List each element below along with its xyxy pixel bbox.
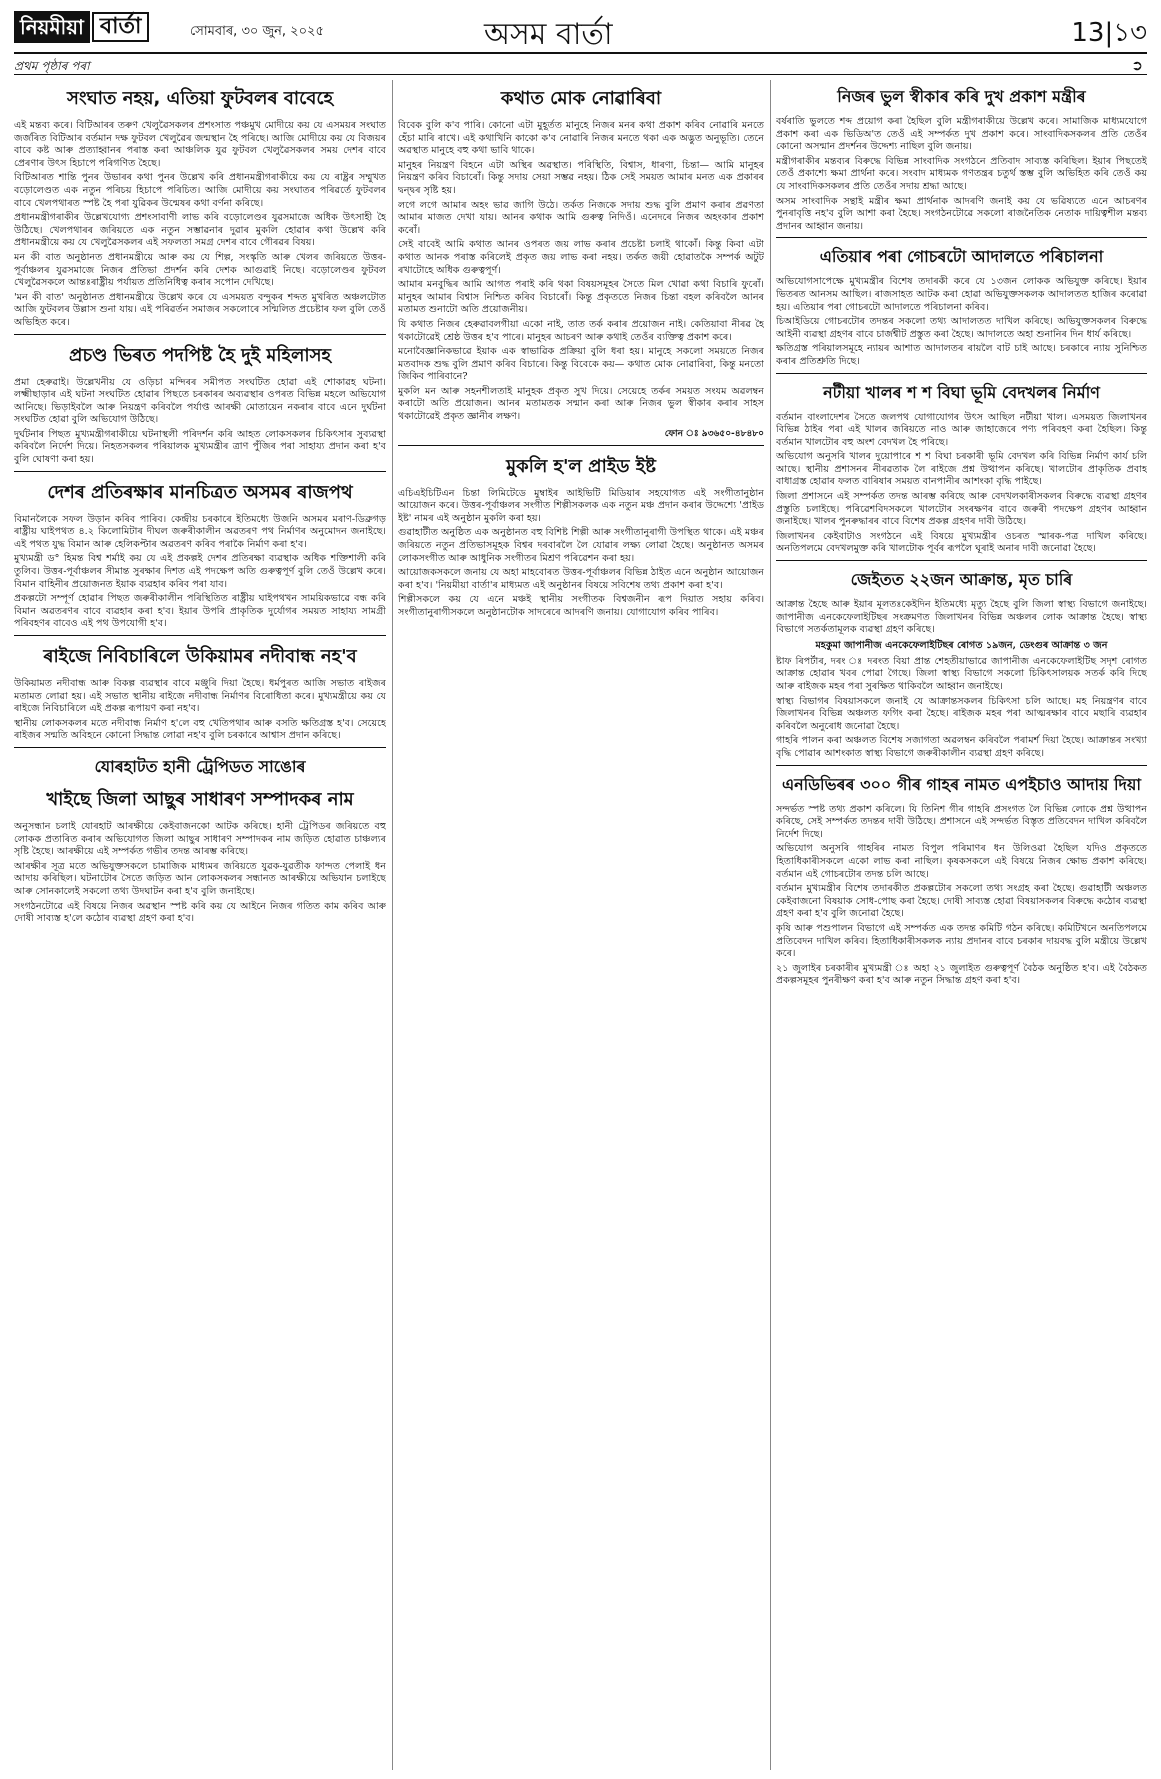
headline[interactable]: মুকলি হ'ল প্ৰাইড ইষ্ট — [506, 455, 656, 477]
masthead-rule — [14, 52, 1147, 54]
article-assam-map — [14, 471, 386, 631]
paragraph: ষ্টাফ ৰিপৰ্টাৰ, দৰং ঃ দৰংত বিয়া প্ৰান্ত শেহতীয়াভাৱে জাপানীজ এনকেফেলাইটিছ সদৃশ ৰোগত আক্ৰান্ত হোৱাৰ খবৰ পোৱা গৈছে। জিলা স্বাস্থ্য বিভাগে সকলো চিকিৎসালয়ক সতৰ্ক কৰি দিছে আৰু ৰাইজক মহৰ পৰা সুৰক্ষিত থাকিবলৈ আহ্বান জনাইছে। — [776, 655, 1147, 692]
paragraph: অসম সাংবাদিক সন্থাই মন্ত্ৰীৰ ক্ষমা প্ৰাৰ্থনাক আদৰণি জনাই কয় যে ভৱিষ্যতে এনে আচৰণৰ পুনৰাবৃত্তি নহ'ব বুলি আশা কৰা হৈছে। সংগঠনটোৱে সকলো ৰাজনৈতিক নেতাক দায়িত্বশীল মন্তব্য প্ৰদানৰ আহ্বান জনায়। — [776, 195, 1147, 232]
newspaper-logo[interactable] — [14, 10, 174, 44]
column-middle — [398, 80, 764, 1770]
column-divider — [770, 80, 771, 1770]
headline[interactable]: যোৰহাটত হানী ট্ৰেপিডত সাঙোৰ — [94, 756, 306, 776]
sub-rule — [14, 74, 1147, 75]
paragraph: অনুসন্ধান চলাই যোৰহাট আৰক্ষীয়ে কেইবাজনকো আটক কৰিছে। হানী ট্ৰেপিডৰ জৰিয়তে বহু লোকক প্ৰতাৰিত কৰাৰ অভিযোগত জিলা আছুৰ সাধাৰণ সম্পাদকৰ নাম জড়িত হোৱাত চাঞ্চল্যৰ সৃষ্টি হৈছে। আৰক্ষীয়ে এই সম্পৰ্কত গভীৰ তদন্ত আৰম্ভ কৰিছে। — [14, 820, 386, 858]
article-river — [14, 635, 386, 743]
logo-right: বাৰ্তা — [92, 12, 150, 42]
section-title: অসম বাৰ্তা — [484, 17, 613, 52]
paragraph: যি কথাত নিজৰ হেৰুৱাবলগীয়া একো নাই, তাত তৰ্ক কৰাৰ প্ৰয়োজন নাই। কেতিয়াবা নীৰৱ হৈ থকাটোৱেই শ্ৰেষ্ঠ উত্তৰ হ'ব পাৰে। মানুহৰ আচৰণ আৰু কথাই তেওঁৰ ব্যক্তিত্ব প্ৰকাশ কৰে। — [398, 318, 764, 343]
paragraph: মন্ত্ৰীগৰাকীৰ মন্তব্যৰ বিৰুদ্ধে বিভিন্ন সাংবাদিক সংগঠনে প্ৰতিবাদ সাব্যস্ত কৰিছিল। ইয়াৰ পিছতেই তেওঁ প্ৰকাশ্যে ক্ষমা প্ৰাৰ্থনা কৰে। সংবাদ মাধ্যমক গণতন্ত্ৰৰ চতুৰ্থ স্তম্ভ বুলি অভিহিত কৰি তেওঁ কয় যে সাংবাদিকসকলৰ প্ৰতি তেওঁৰ সদায় শ্ৰদ্ধা আছে। — [776, 155, 1147, 192]
page-number: 13|১৩ — [1071, 18, 1147, 48]
paragraph: ২১ জুলাইৰ চৰকাৰীৰ মুখ্যমন্ত্ৰী ঃ অহা ২১ জুলাইত গুৰুত্বপূৰ্ণ বৈঠক অনুষ্ঠিত হ'ব। এই বৈঠকত প্ৰকল্পসমূহৰ পুনৰীক্ষণ কৰা হ'ব আৰু নতুন সিদ্ধান্ত গ্ৰহণ কৰা হ'ব। — [776, 962, 1147, 987]
article-mock — [398, 84, 764, 441]
paragraph: অভিযোগসাপেক্ষে মুখ্যমন্ত্ৰীৰ বিশেষ তদাৰকী কৰে যে ১৩জন লোকক অভিযুক্ত কৰিছে। ইয়াৰ ভিতৰত আনসম আছিল। ৰাজসাহত আটক কৰা হোৱা অভিযুক্তসকলক আদালতত হাজিৰ কৰোৱা হয়। এতিয়াৰ পৰা গোচৰটো আদালতে পৰিচালনা কৰিব। — [776, 276, 1147, 313]
paragraph: কৃষি আৰু পশুপালন বিভাগে এই সম্পৰ্কত এক তদন্ত কমিটি গঠন কৰিছে। কমিটিখনে অনতিপলমে প্ৰতিবেদন দাখিল কৰিব। হিতাধিকাৰীসকলক ন্যায় প্ৰদানৰ বাবে চৰকাৰ দায়বদ্ধ বুলি মন্ত্ৰীয়ে উল্লেখ কৰে। — [776, 922, 1147, 960]
article-court — [776, 237, 1147, 368]
paragraph: প্ৰধানমন্ত্ৰীগৰাকীৰ উল্লেখযোগ্য প্ৰশংসাবাণী লাভ কৰি বড়োলেণ্ডৰ যুৱসমাজে অধিক উৎসাহী হৈ উঠিছে। খেলপথাৰৰ জৰিয়তে এক নতুন সম্ভাৱনাৰ দুৱাৰ মুকলি হোৱাৰ কথা উল্লেখ কৰি প্ৰধানমন্ত্ৰীয়ে কয় যে খেলুৱৈসকলৰ এই সফলতা সমগ্ৰ দেশৰ বাবে গৌৰৱৰ বিষয়। — [14, 212, 386, 249]
logo-left: নিয়মীয়া — [14, 11, 90, 43]
article-nowa — [776, 373, 1147, 557]
paragraph: গুৱাহাটীত অনুষ্ঠিত এক অনুষ্ঠানত বহু বিশিষ্ট শিল্পী আৰু সংগীতানুৰাগী উপস্থিত থাকে। এই মঞ্চৰ জৰিয়তে নতুন প্ৰতিভাসমূহক বিশ্বৰ দৰবাৰলৈ লৈ যোৱাৰ লক্ষ্য লোৱা হৈছে। অনুষ্ঠানত অসমৰ লোকসংগীত আৰু আধুনিক সংগীতৰ মিশ্ৰণ পৰিৱেশন কৰা হয়। — [398, 527, 764, 564]
paragraph: অভিযোগ অনুসৰি খালৰ দুয়োপাৰে শ শ বিঘা চৰকাৰী ভূমি বেদখল কৰি বিভিন্ন নিৰ্মাণ কাৰ্য চলি আছে। স্থানীয় প্ৰশাসনৰ নীৰৱতাক লৈ ৰাইজে প্ৰশ্ন উত্থাপন কৰিছে। খালটোৰ প্ৰাকৃতিক প্ৰবাহ বাধাগ্ৰস্ত হোৱাৰ ফলত বাৰিষাৰ সময়ত বানপানীৰ আশংকা বৃদ্ধি পাইছে। — [776, 451, 1147, 488]
subheading: মহকুমা জাপানীজ এনকেফেলাইটিছৰ ৰোগত ১৯জন, ডেংগুৰ আক্ৰান্ত ৩ জন — [815, 639, 1108, 651]
article-football — [14, 84, 386, 330]
paragraph: এই মন্তব্য কৰে। বিটিআৰৰ তৰুণ খেলুৱৈসকলৰ প্ৰশংসাত পঞ্চমুখ মোদীয়ে কয় যে এসময়ৰ সংঘাত জৰ্জৰিত বিটিআৰ বৰ্তমান দক্ষ ফুটবল খেলুৱৈৰ জন্মস্থান হৈ পৰিছে। আজি মোদীয়ে কয় যে বিজয়ৰ বাবে কষ্ট আৰু প্ৰত্যাহ্বানৰ পৰাস্ত কৰা আঞ্চলিক যুৱ ফুটবল খেলুৱৈসকলৰ সময় দেশৰ বাবে প্ৰেৰণাৰ উৎস হিচাপে পৰিগণিত হৈছে। — [14, 120, 386, 169]
headline[interactable]: কথাত মোক নোৱাৰিবা — [500, 88, 662, 109]
article-ndb — [776, 765, 1147, 988]
paragraph: শিল্পীসকলে কয় যে এনে মঞ্চই স্থানীয় সংগীতক বিশ্বজনীন ৰূপ দিয়াত সহায় কৰিব। সংগীতানুৰাগীসকলে অনুষ্ঠানটোক সাদৰেৰে আদৰণি জনায়। যোগাযোগ কৰিব পাৰিব। — [398, 594, 764, 618]
paragraph: প্ৰমা হেৰুৱাই। উল্লেখনীয় যে ওড়িচা মন্দিৰৰ সমীপত সংঘটিত হোৱা এই শোকাৱহ ঘটনা। লক্ষ্মীছাড়াৰ এই ঘটনা সংঘটিত হোৱাৰ পিছতে চৰকাৰৰ অব্যৱস্থাৰ ওপৰত বিভিন্ন মহলে অভিযোগ আনিছে। ভিড়াইবলৈ আৰু নিয়ন্ত্ৰণ কৰিবলৈ পৰ্যাপ্ত আৰক্ষী মোতায়েন নকৰাৰ বাবে এনে দুৰ্ঘটনা সংঘটিত হোৱা বুলি অভিযোগ উঠিছে। — [14, 376, 386, 426]
headline[interactable]: জেইতত ২২জন আক্ৰান্ত, মৃত চাৰি — [850, 570, 1073, 590]
paragraph: মন কী বাত অনুষ্ঠানত প্ৰধানমন্ত্ৰীয়ে আৰু কয় যে শিল্প, সংস্কৃতি আৰু খেলৰ জৰিয়তে উত্তৰ-পূৰ্বাঞ্চলৰ যুৱসমাজে নিজৰ প্ৰতিভা প্ৰদৰ্শন কৰি দেশক আগুৱাই নিছে। বড়োলেণ্ডৰ ফুটবল খেলুৱৈসকলে আন্তঃৰাষ্ট্ৰীয় পৰ্যায়ত প্ৰতিনিধিত্ব কৰাৰ সপোন দেখিছে। — [14, 251, 386, 289]
paragraph: স্বাস্থ্য বিভাগৰ বিষয়াসকলে জনাই যে আক্ৰান্তসকলৰ চিকিৎসা চলি আছে। মহ নিয়ন্ত্ৰণৰ বাবে জিলাখনৰ বিভিন্ন অঞ্চলত ফগিং কৰা হৈছে। ৰাইজক মহৰ পৰা আত্মৰক্ষাৰ বাবে মছাৰি ব্যৱহাৰ কৰিবলৈ অনুৰোধ জনোৱা হৈছে। — [776, 695, 1147, 732]
paragraph: মুকলি মন আৰু সহনশীলতাই মানুহক প্ৰকৃত সুখ দিয়ে। সেয়েহে তৰ্কৰ সময়ত সংযম অৱলম্বন কৰাটো অতি প্ৰয়োজন। আনৰ মতামতক সন্মান কৰা আৰু নিজৰ ভুল স্বীকাৰ কৰাৰ সাহস থকাটোৱেই প্ৰকৃত জ্ঞানীৰ লক্ষণ। — [398, 385, 764, 423]
paragraph: মনোবৈজ্ঞানিকভাৱে ইয়াক এক স্বাভাৱিক প্ৰক্ৰিয়া বুলি ধৰা হয়। মানুহে সকলো সময়তে নিজৰ মতবাদক শুদ্ধ বুলি প্ৰমাণ কৰিব বিচাৰে। কিন্তু বিবেকে কয়— কথাত মোক নোৱাৰিবা, কিন্তু মনতো জিকিব পাৰিবানে? — [398, 346, 764, 383]
paragraph: আক্ৰান্ত হৈছে আৰু ইয়াৰ মূলতঃকেইদিন ইতিমধ্যে মৃত্যু হৈছে বুলি জিলা স্বাস্থ্য বিভাগে জনাইছে। জাপানীজ এনকেফেলাইটিছৰ সংক্ৰমণত জিলাখনৰ বিভিন্ন অঞ্চলৰ লোক আক্ৰান্ত হৈছে। স্বাস্থ্য বিভাগে সতৰ্কতামূলক ব্যৱস্থা গ্ৰহণ কৰিছে। — [776, 599, 1147, 636]
paragraph: জিলা প্ৰশাসনে এই সম্পৰ্কত তদন্ত আৰম্ভ কৰিছে আৰু বেদখলকাৰীসকলৰ বিৰুদ্ধে ব্যৱস্থা গ্ৰহণৰ প্ৰস্তুতি চলাইছে। পৰিৱেশবিদসকলে খালটোৰ সংৰক্ষণৰ বাবে জৰুৰী পদক্ষেপ গ্ৰহণৰ আহ্বান জনাইছে। খালৰ পুনৰুদ্ধাৰৰ বাবে বিশেষ প্ৰকল্প গ্ৰহণৰ দাবী উঠিছে। — [776, 491, 1147, 528]
contact-phone: ফোন ঃ ৯৩৬৫০-৪৮৪৮০ — [664, 428, 764, 439]
paragraph: বিটিআৰত শান্তি পুনৰ উভাৰৰ কথা পুনৰ উল্লেখ কৰি প্ৰধানমন্ত্ৰীগৰাকীয়ে কয় যে ৰাষ্ট্ৰৰ সম্মুখত বড়োলেণ্ডত এক নতুন পৰিচয় হিচাপে পৰিচিত। আজি মোদীয়ে কয় সংঘাতৰ পৰিৱৰ্তে ফুটবলৰ বাবে খেলপথাৰত স্পষ্ট হৈ পৰা যুৱিকৰ উন্মেষৰ কথা বৰ্ণনা কৰিছে। — [14, 172, 386, 209]
paragraph: দুৰ্ঘটনাৰ পিছত মুখ্যমন্ত্ৰীগৰাকীয়ে ঘটনাস্থলী পৰিদৰ্শন কৰি আহত লোকসকলৰ চিকিৎসাৰ সুব্যৱস্থা কৰিবলৈ নিৰ্দেশ দিয়ে। নিহতসকলৰ পৰিয়ালক মুখ্যমন্ত্ৰীৰ ত্ৰাণ পুঁজিৰ পৰা সাহায্য প্ৰদান কৰা হ'ব বুলি ঘোষণা কৰা হয়। — [14, 428, 386, 466]
column-divider — [392, 80, 393, 1770]
article-women-died — [14, 334, 386, 467]
paragraph: চিআইডিয়ে গোচৰটোৰ তদন্তৰ সকলো তথ্য আদালতত দাখিল কৰিছে। অভিযুক্তসকলৰ বিৰুদ্ধে আইনী ব্যৱস্থা গ্ৰহণৰ বাবে চাৰ্জশ্বীট প্ৰস্তুত কৰা হৈছে। আদালতে অহা শুনানিৰ দিন ধাৰ্য কৰিছে। — [776, 316, 1147, 340]
headline[interactable]: এতিয়াৰ পৰা গোচৰটো আদালতে পৰিচালনা — [819, 247, 1104, 267]
headline[interactable]: নিজৰ ভুল স্বীকাৰ কৰি দুখ প্ৰকাশ মন্ত্ৰীৰ — [837, 87, 1086, 106]
paragraph: বৰ্তমান মুখ্যমন্ত্ৰীৰ বিশেষ তদাৰকীত প্ৰকল্পটোৰ সকলো তথ্য সংগ্ৰহ কৰা হৈছে। গুৱাহাটী অঞ্চলত কেইবাজনো বিষয়াক সোধ-পোছ কৰা হৈছে। দোষী সাব্যস্ত হোৱা বিষয়াসকলৰ বিৰুদ্ধে কঠোৰ ব্যৱস্থা গ্ৰহণ কৰা হ'ব বুলি জনোৱা হৈছে। — [776, 883, 1147, 920]
headline[interactable]: এনডিভিৰৰ ৩০০ গীৰ গাহৰ নামত এপইচাও আদায় দিয়া — [781, 774, 1142, 794]
paragraph: স্থানীয় লোকসকলৰ মতে নদীবান্ধ নিৰ্মাণ হ'লে বহু খেতিপথাৰ আৰু বসতি ক্ষতিগ্ৰস্ত হ'ব। সেয়েহে ৰাইজৰ সন্মতি অবিহনে কোনো সিদ্ধান্ত লোৱা নহ'ব বুলি চৰকাৰে আশ্বাস প্ৰদান কৰিছে। — [14, 717, 386, 742]
paragraph: 'মন কী বাত' অনুষ্ঠানত প্ৰধানমন্ত্ৰীয়ে উল্লেখ কৰে যে এসময়ত বন্দুকৰ শব্দত মুখৰিত অঞ্চলটোত আজি ফুটবলৰ উল্লাস শুনা যায়। এই পৰিৱৰ্তন সমাজৰ সকলোৰে সন্মিলিত প্ৰচেষ্টাৰ ফল বুলি তেওঁ অভিহিত কৰে। — [14, 291, 386, 328]
column-left — [14, 80, 386, 1770]
paragraph: মুখ্যমন্ত্ৰী ড° হিমন্ত বিশ্ব শৰ্মাই কয় যে এই প্ৰকল্পই দেশৰ প্ৰতিৰক্ষা ব্যৱস্থাক অধিক শক্তিশালী কৰি তুলিব। উত্তৰ-পূৰ্বাঞ্চলৰ সীমান্ত সুৰক্ষাৰ দিশত এই পদক্ষেপ অতি গুৰুত্বপূৰ্ণ বুলি তেওঁ উল্লেখ কৰে। বিমান বাহিনীৰ প্ৰয়োজনত ইয়াক ব্যৱহাৰ কৰিব পৰা যাব। — [14, 553, 386, 590]
arrow-icon: ➲ — [1131, 58, 1143, 74]
headline[interactable]: দেশৰ প্ৰতিৰক্ষাৰ মানচিত্ৰত অসমৰ ৰাজপথ — [47, 481, 353, 503]
paragraph: লগে লগে আমাৰ অহং ভাৱ জাগি উঠে। তৰ্কত নিজকে সদায় শুদ্ধ বুলি প্ৰমাণ কৰাৰ প্ৰৱণতা আমাৰ মাজত দেখা যায়। আনৰ কথাক আমি গুৰুত্ব নিদিওঁ। এনেদৰে নিজৰ অহংকাৰ প্ৰকাশ কৰোঁ। — [398, 199, 764, 236]
paragraph: সংগঠনটোৱে এই বিষয়ে নিজৰ অৱস্থান স্পষ্ট কৰি কয় যে আইনে নিজৰ গতিত কাম কৰিব আৰু দোষী সাব্যস্ত হ'লে কঠোৰ ব্যৱস্থা গ্ৰহণ কৰা হ'ব। — [14, 900, 386, 925]
paragraph: অভিযোগ অনুসৰি গাহৰিৰ নামত বিপুল পৰিমাণৰ ধন উলিওৱা হৈছিল যদিও প্ৰকৃততে হিতাধিকাৰীসকলে একো লাভ কৰা নাছিল। কৃষকসকলে এই বিষয়ে নিজৰ ক্ষোভ প্ৰকাশ কৰিছে। বৰ্তমান এই গোচৰটোৰ তদন্ত চলি আছে। — [776, 843, 1147, 880]
paragraph: মানুহৰ নিয়ন্ত্ৰণ বিহনে এটা অস্থিৰ অৱস্থাত। পৰিস্থিতি, বিশ্বাস, ধাৰণা, চিন্তা— আমি মানুহৰ নিয়ন্ত্ৰণ কৰিব বিচাৰোঁ। কিন্তু সদায় সেয়া সম্ভৱ নহয়। ঠিক সেই সময়ত আমাৰ মনত এক প্ৰকাৰৰ দ্বন্দ্বৰ সৃষ্টি হয়। — [398, 159, 764, 196]
issue-date: সোমবাৰ, ৩০ জুন, ২০২৫ — [190, 24, 324, 39]
paragraph: উকিয়ামত নদীবান্ধ আৰু বিকল্প ব্যৱস্থাৰ বাবে মঞ্জুৰি দিয়া হৈছে। ধৰ্মপুৰত আজি সভাত ৰাইজৰ মতামত লোৱা হয়। এই সভাত স্থানীয় ৰাইজে নদীবান্ধ নিৰ্মাণৰ বিৰোধিতা কৰে। মুখ্যমন্ত্ৰীয়ে কয় যে ৰাইজে নিবিচাৰিলে এই প্ৰকল্প ৰূপায়ণ কৰা নহ'ব। — [14, 678, 386, 715]
paragraph: আয়োজকসকলে জনায় যে অহা মাহবোৰত উত্তৰ-পূৰ্বাঞ্চলৰ বিভিন্ন ঠাইত এনে অনুষ্ঠান আয়োজন কৰা হ'ব। 'নিয়মীয়া বাৰ্তা'ৰ মাধ্যমত এই অনুষ্ঠানৰ বিষয়ে সবিশেষ তথ্য প্ৰকাশ কৰা হ'ব। — [398, 567, 764, 591]
article-jorhat — [14, 747, 386, 926]
headline[interactable]: নটীয়া খালৰ শ শ বিঘা ভূমি বেদখলৰ নিৰ্মাণ — [823, 382, 1100, 402]
continued-label: প্ৰথম পৃষ্ঠাৰ পৰা — [14, 59, 90, 73]
paragraph: ক্ষতিগ্ৰস্ত পৰিয়ালসমূহে ন্যায়ৰ আশাত আদালতৰ ৰায়লৈ বাট চাই আছে। চৰকাৰে ন্যায় সুনিশ্চিত কৰাৰ প্ৰতিশ্ৰুতি দিছে। — [776, 343, 1147, 367]
paragraph: বৰ্তমান বাংলাদেশৰ সৈতে জলপথ যোগাযোগৰ উৎস আছিল নটীয়া খাল। এসময়ত জিলাখনৰ বিভিন্ন ঠাইৰ পৰা এই খালৰ জৰিয়তে নাও আৰু জাহাজেৰে পণ্য পৰিবহণ কৰা হৈছিল। কিন্তু বৰ্তমান খালটোৰ বহু অংশ বেদখল হৈ পৰিছে। — [776, 411, 1147, 448]
paragraph: এচিএইচিটিএন চিন্তা লিমিটেডে মুম্বাইৰ আইভিটি মিডিয়াৰ সহযোগত এই সংগীতানুষ্ঠান আয়োজন কৰে। উত্তৰ-পূৰ্বাঞ্চলৰ সংগীত শিল্পীসকলক এক নতুন মঞ্চ প্ৰদান কৰাৰ উদ্দেশ্যে 'প্ৰাইড ইষ্ট' নামৰ এই অনুষ্ঠান মুকলি কৰা হয়। — [398, 487, 764, 524]
article-jeit — [776, 560, 1147, 761]
headline[interactable]: ৰাইজে নিবিচাৰিলে উকিয়ামৰ নদীবান্ধ নহ'ব — [43, 646, 357, 667]
paragraph: জিলাখনৰ কেইবাটাও সংগঠনে এই বিষয়ে মুখ্যমন্ত্ৰীৰ ওচৰত স্মাৰক-পত্ৰ দাখিল কৰিছে। অনতিপলমে বেদখলমুক্ত কৰি খালটোক পূৰ্বৰ ৰূপলৈ ঘূৰাই অনাৰ দাবী জনোৱা হৈছে। — [776, 530, 1147, 555]
headline-line-2[interactable]: খাইছে জিলা আছুৰ সাধাৰণ সম্পাদকৰ নাম — [46, 788, 354, 810]
paragraph: বৰ্ষৰাতি ভুলতে শব্দ প্ৰয়োগ কৰা হৈছিল বুলি মন্ত্ৰীগৰাকীয়ে উল্লেখ কৰে। সামাজিক মাধ্যমযোগে প্ৰকাশ কৰা এক ভিডিঅ'ত তেওঁ এই সম্পৰ্কত দুখ প্ৰকাশ কৰে। সাংবাদিকসকলৰ প্ৰতি তেওঁৰ কোনো অসন্মান প্ৰদৰ্শনৰ উদ্দেশ্য নাছিল বুলি জনায়। — [776, 116, 1147, 153]
headline[interactable]: সংঘাত নহয়, এতিয়া ফুটবলৰ বাবেহে — [66, 88, 334, 109]
column-right — [776, 80, 1147, 1770]
masthead — [14, 6, 1147, 52]
paragraph: আমাৰ মনবুদ্ধিৰ আমি আগত পৰাই কৰি থকা বিষয়সমূহৰ সৈতে মিল খোৱা কথা বিচাৰি ফুৰোঁ। মানুহৰ আমাৰ বিশ্বাস নিশ্চিত কৰিব বিচাৰোঁ। কিন্তু প্ৰকৃততে নিজৰ চিন্তা বহল কৰিবলৈ আনৰ মতামত শুনাটো অতি প্ৰয়োজনীয়। — [398, 279, 764, 316]
paragraph: সেই বাবেই আমি কথাত আনৰ ওপৰত জয় লাভ কৰাৰ প্ৰচেষ্টা চলাই থাকোঁ। কিন্তু কিবা এটা কথাত আনক পৰাস্ত কৰিলেই প্ৰকৃত জয় লাভ কৰা নহয়। তৰ্কত জয়ী হোৱাতকৈ সম্পৰ্ক অটুট ৰখাটোহে অধিক গুৰুত্বপূৰ্ণ। — [398, 239, 764, 276]
paragraph: প্ৰকল্পটো সম্পূৰ্ণ হোৱাৰ পিছত জৰুৰীকালীন পৰিস্থিতিত ৰাষ্ট্ৰীয় ঘাইপথখন সাময়িকভাৱে বন্ধ কৰি বিমান অৱতৰণৰ বাবে ব্যৱহাৰ কৰা হ'ব। ইয়াৰ উপৰি প্ৰাকৃতিক দুৰ্যোগৰ সময়ত সাহায্য সামগ্ৰী পৰিবহণৰ বাবেও এই পথ উপযোগী হ'ব। — [14, 593, 386, 630]
paragraph: সন্দৰ্ভত স্পষ্ট তথ্য প্ৰকাশ কৰিলে। যি তিনিশ গীৰ গাহৰি প্ৰসংগত লৈ বিভিন্ন লোকে প্ৰশ্ন উত্থাপন কৰিছে, সেই সম্পৰ্কত তদন্তৰ দাবী উঠিছে। প্ৰশাসনে এই সন্দৰ্ভত বিস্তৃত প্ৰতিবেদন দাখিল কৰিবলৈ নিৰ্দেশ দিছে। — [776, 803, 1147, 840]
paragraph: বিবেক বুলি ক'ব পাৰি। কোনো এটা মুহূৰ্তত মানুহে নিজৰ মনৰ কথা প্ৰকাশ কৰিব নোৱাৰি মনতে হেঁচা মাৰি ৰাখে। এই কথাখিনি কাকো ক'ব নোৱাৰি নিজৰ মনতে থকা এক অদ্ভুত অনুভূতি। তেনে অৱস্থাত মানুহে বহু কথা ভাবি থাকে। — [398, 120, 764, 157]
paragraph: গাহৰি পালন কৰা অঞ্চলত বিশেষ সজাগতা অৱলম্বন কৰিবলৈ পৰামৰ্শ দিয়া হৈছে। আক্ৰান্তৰ সংখ্যা বৃদ্ধি পোৱাৰ আশংকাত স্বাস্থ্য বিভাগে জৰুৰীকালীন ব্যৱস্থা গ্ৰহণ কৰিছে। — [776, 735, 1147, 759]
paragraph: বিমানলৈকে সফল উড়ান কৰিব পাৰিব। কেন্দ্ৰীয় চৰকাৰে ইতিমধ্যে উজনি অসমৰ মৰাণ-ডিব্ৰুগড় ৰাষ্ট্ৰীয় ঘাইপথত ৪.২ কিলোমিটাৰ দীঘল জৰুৰীকালীন অৱতৰণ পথ নিৰ্মাণৰ অনুমোদন জনাইছে। এই পথত যুদ্ধ বিমান আৰু হেলিকপ্টাৰ অৱতৰণ কৰিব পৰাকৈ নিৰ্মাণ কৰা হ'ব। — [14, 513, 386, 550]
paragraph: আৰক্ষীৰ সূত্ৰ মতে অভিযুক্তসকলে চামাজিক মাধ্যমৰ জৰিয়তে যুৱক-যুৱতীক ফান্দত পেলাই ধন আদায় কৰিছিল। ঘটনাটোৰ সৈতে জড়িত আন লোকসকলৰ সন্ধানত আৰক্ষীয়ে অভিযান চলাইছে আৰু সোনকালেই সকলো তথ্য উদঘাটন কৰা হ'ব বুলি জনাইছে। — [14, 860, 386, 897]
article-minister — [776, 84, 1147, 233]
article-pride — [398, 445, 764, 620]
headline[interactable]: প্ৰচণ্ড ভিৰত পদপিষ্ট হৈ দুই মহিলাসহ — [69, 344, 331, 366]
